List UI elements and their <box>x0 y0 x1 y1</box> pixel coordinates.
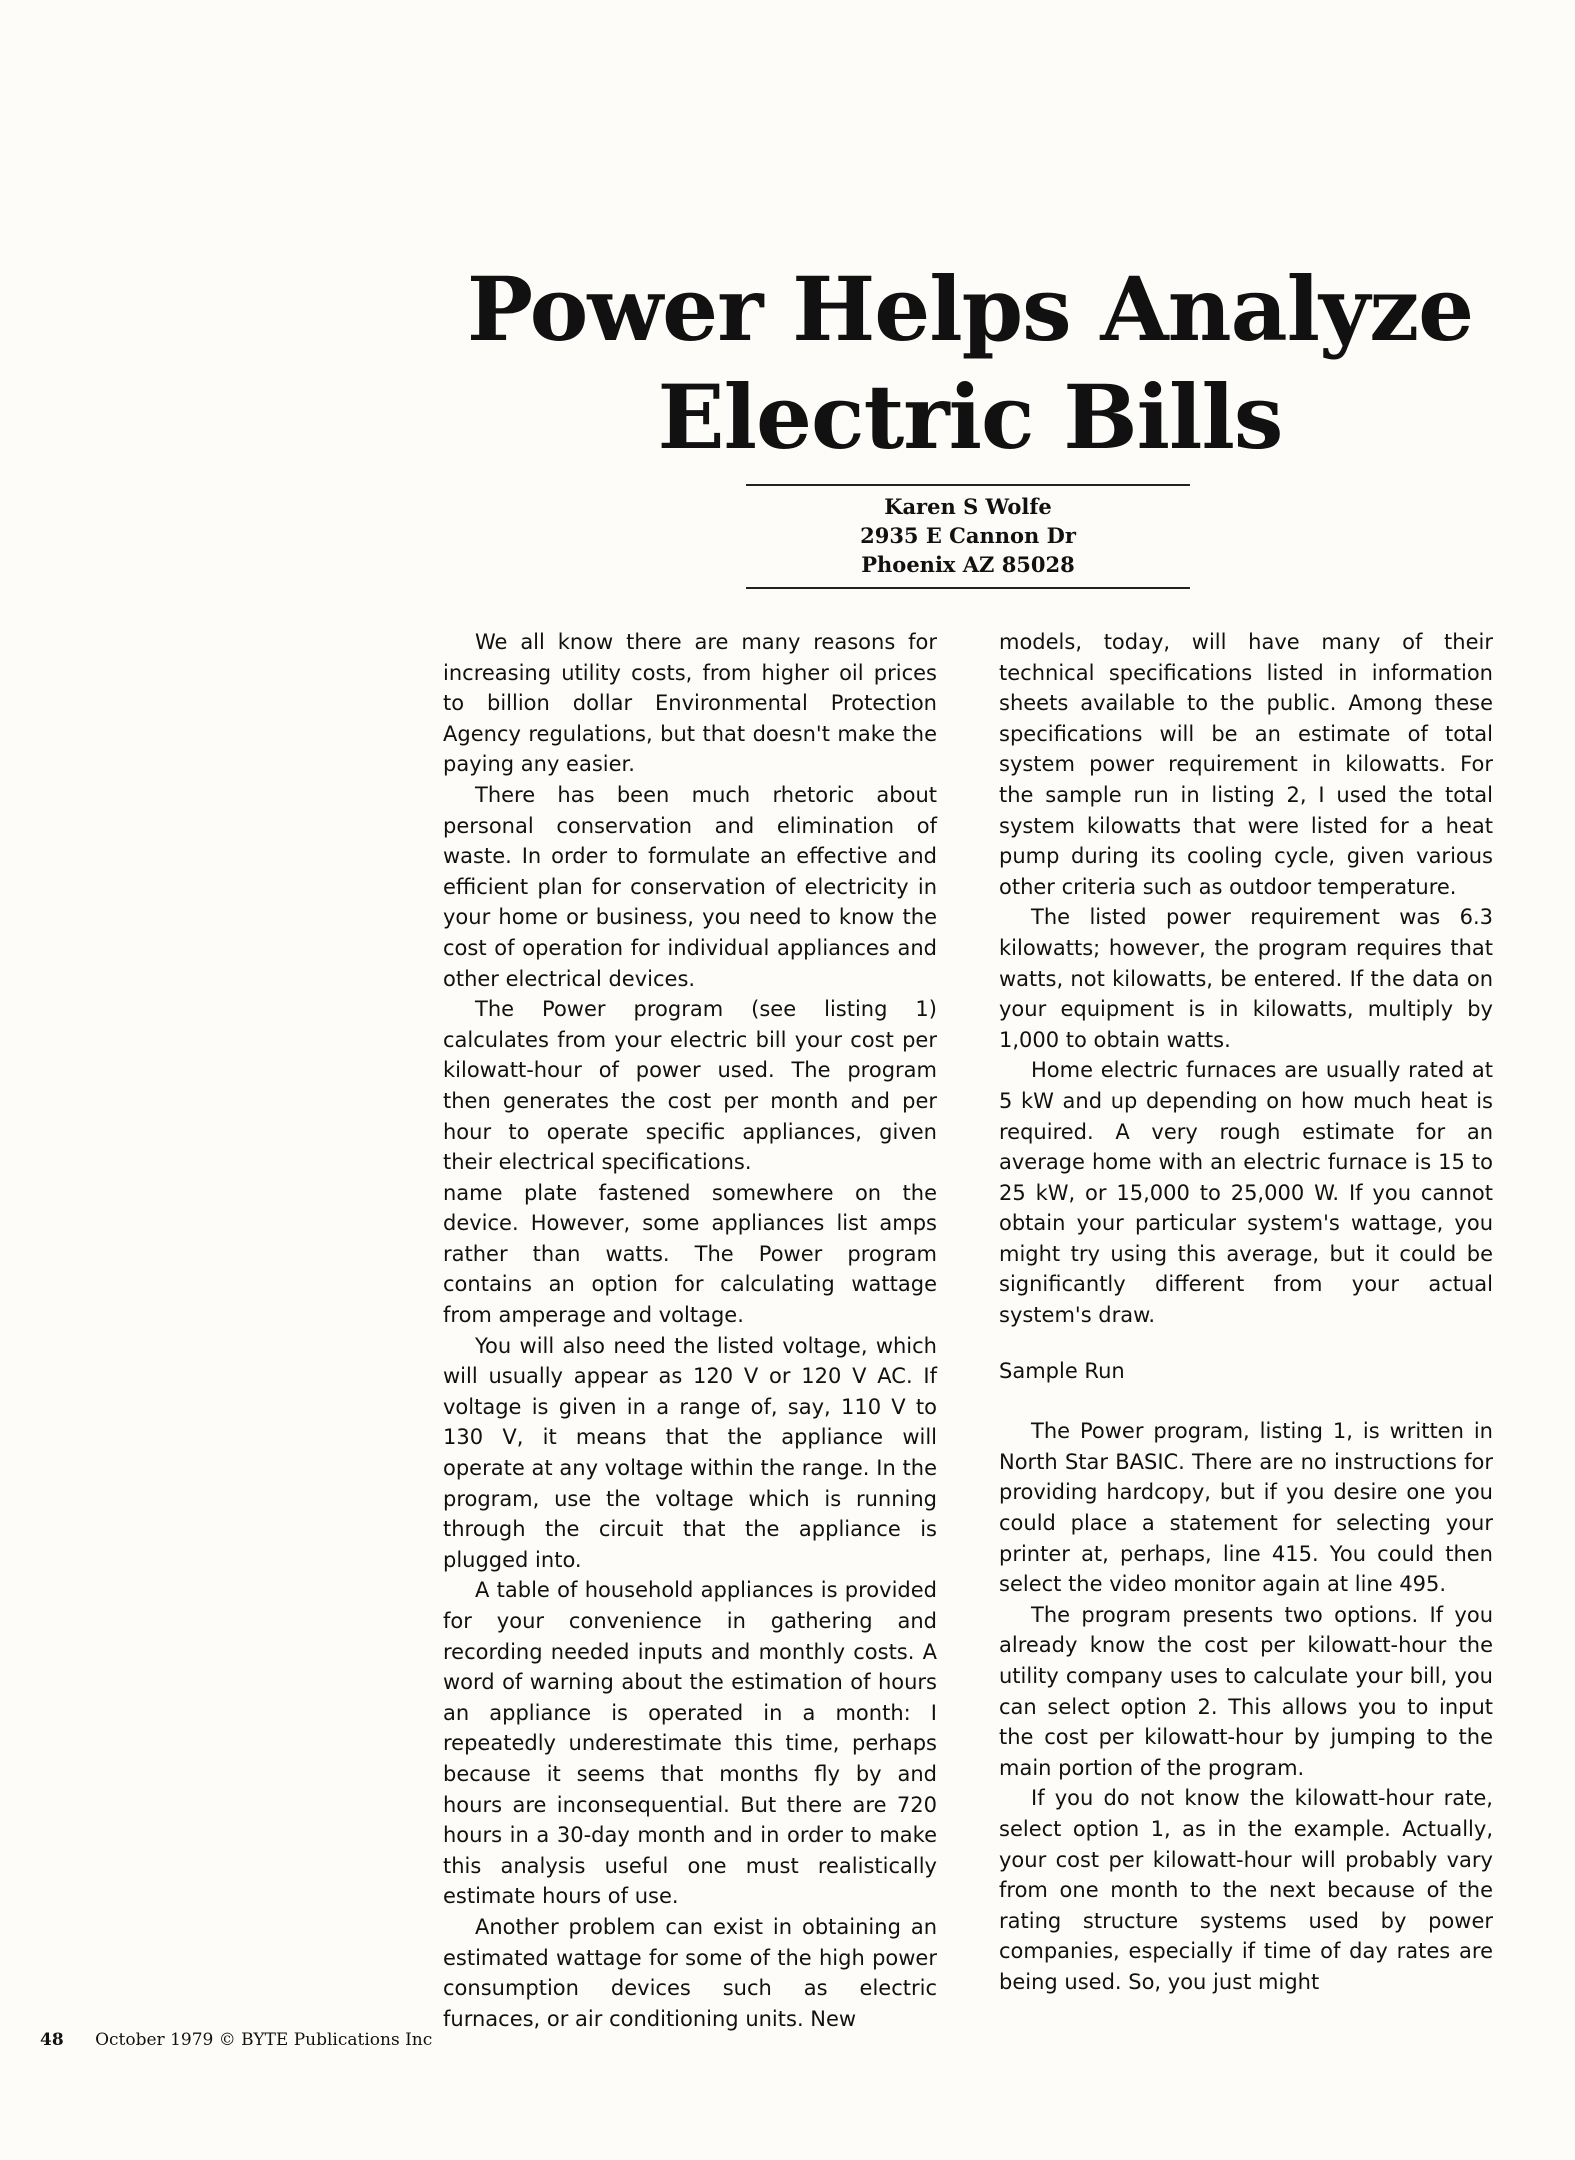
paragraph: You will also need the listed voltage, which will usually appear as 120 V or 120 V AC. If voltage is given in a range of, say, 110 V to 130 V, it means that the appliance will operate at any voltage within the range. In the program, use the voltage which is running through the circuit that the appliance is plugged into. <box>443 1333 937 1572</box>
paragraph: We all know there are many reasons for increasing utility costs, from higher oil prices to billion dollar Environmental Protection Agency regulations, but that doesn't make the paying any easier. <box>443 630 937 777</box>
paragraph: models, today, will have many of their technical specifications listed in information sheets available to the public. Among these specifications will be an estimate of total system power requirement in kilowatts. For the sample run in listing 2, I used the total system kilowatts that were listed for a heat pump during its cooling cycle, given various other criteria such as outdoor temperature. <box>999 630 1493 899</box>
paragraph: The program presents two options. If you already know the cost per kilowatt-hour the utility company uses to calculate your bill, you can select option 2. This allows you to input the cost per kilowatt-hour by jumping to the main portion of the program. <box>999 1602 1493 1780</box>
title-line-1: Power Helps Analyze <box>466 257 1474 361</box>
byline-bottom-rule <box>746 587 1190 589</box>
paragraph: A table of household appliances is provided for your convenience in gathering and recording needed inputs and monthly costs. A word of warning about the estimation of hours an appliance is operated in a month: I repeatedly underestimate this time, perhaps because it seems that months fly by and hours are inconsequential. But there are 720 hours in a 30-day month and in order to make this analysis useful one must realistically estimate hours of use. <box>443 1578 937 1909</box>
author-address-city: Phoenix AZ 85028 <box>861 552 1075 577</box>
byline-top-rule <box>746 484 1190 486</box>
paragraph: Home electric furnaces are usually rated at 5 kW and up depending on how much heat is required. A very rough estimate for an average home with an electric furnace is 15 to 25 kW, or 15,000 to 25,000 W. If you cannot obtain your particular system's wattage, you might try using this average, but it could be significantly different from your actual system's draw. <box>999 1058 1493 1328</box>
right-column <box>999 627 1493 1998</box>
byline <box>746 492 1190 579</box>
paragraph: name plate fastened somewhere on the device. However, some appliances list amps rather than watts. The Power program contains an option for calculating wattage from amperage and voltage. <box>443 1180 937 1328</box>
paragraph: The listed power requirement was 6.3 kilowatts; however, the program requires that watts, not kilowatts, be entered. If the data on your equipment is in kilowatts, multiply by 1,000 to obtain watts. <box>999 905 1493 1052</box>
paragraph: There has been much rhetoric about personal conservation and elimination of waste. In order to formulate an effective and efficient plan for conservation of electricity in your home or business, you need to know the cost of operation for individual appliances and other electrical devices. <box>443 782 937 991</box>
publication-credit: October 1979 © BYTE Publications Inc <box>95 2030 433 2050</box>
author-address-street: 2935 E Cannon Dr <box>860 523 1076 548</box>
title-line-2: Electric Bills <box>657 365 1283 469</box>
paragraph: The Power program (see listing 1) calculates from your electric bill your cost per kilowatt-hour of power used. The program then generates the cost per month and per hour to operate specific appliances, given their electrical specifications. <box>443 997 937 1175</box>
page-number: 48 <box>40 2030 64 2050</box>
paragraph: The Power program, listing 1, is written in North Star BASIC. There are no instructions for providing hardcopy, but if you desire one you could place a statement for selecting your printer at, perhaps, line 415. You could then select the video monitor again at line 495. <box>999 1419 1493 1597</box>
author-name: Karen S Wolfe <box>884 494 1052 519</box>
article-title <box>440 255 1500 471</box>
paragraph: If you do not know the kilowatt-hour rate, select option 1, as in the example. Actually, your cost per kilowatt-hour will probably vary from one month to the next because of the rating structure systems used by power companies, especially if time of day rates are being used. So, you just might <box>999 1786 1493 1994</box>
page-footer <box>40 2030 432 2050</box>
left-column <box>443 627 937 2034</box>
paragraph: Another problem can exist in obtaining an estimated wattage for some of the high power consumption devices such as electric furnaces, or air conditioning units. New <box>443 1914 937 2031</box>
section-heading: Sample Run <box>999 1358 1125 1383</box>
